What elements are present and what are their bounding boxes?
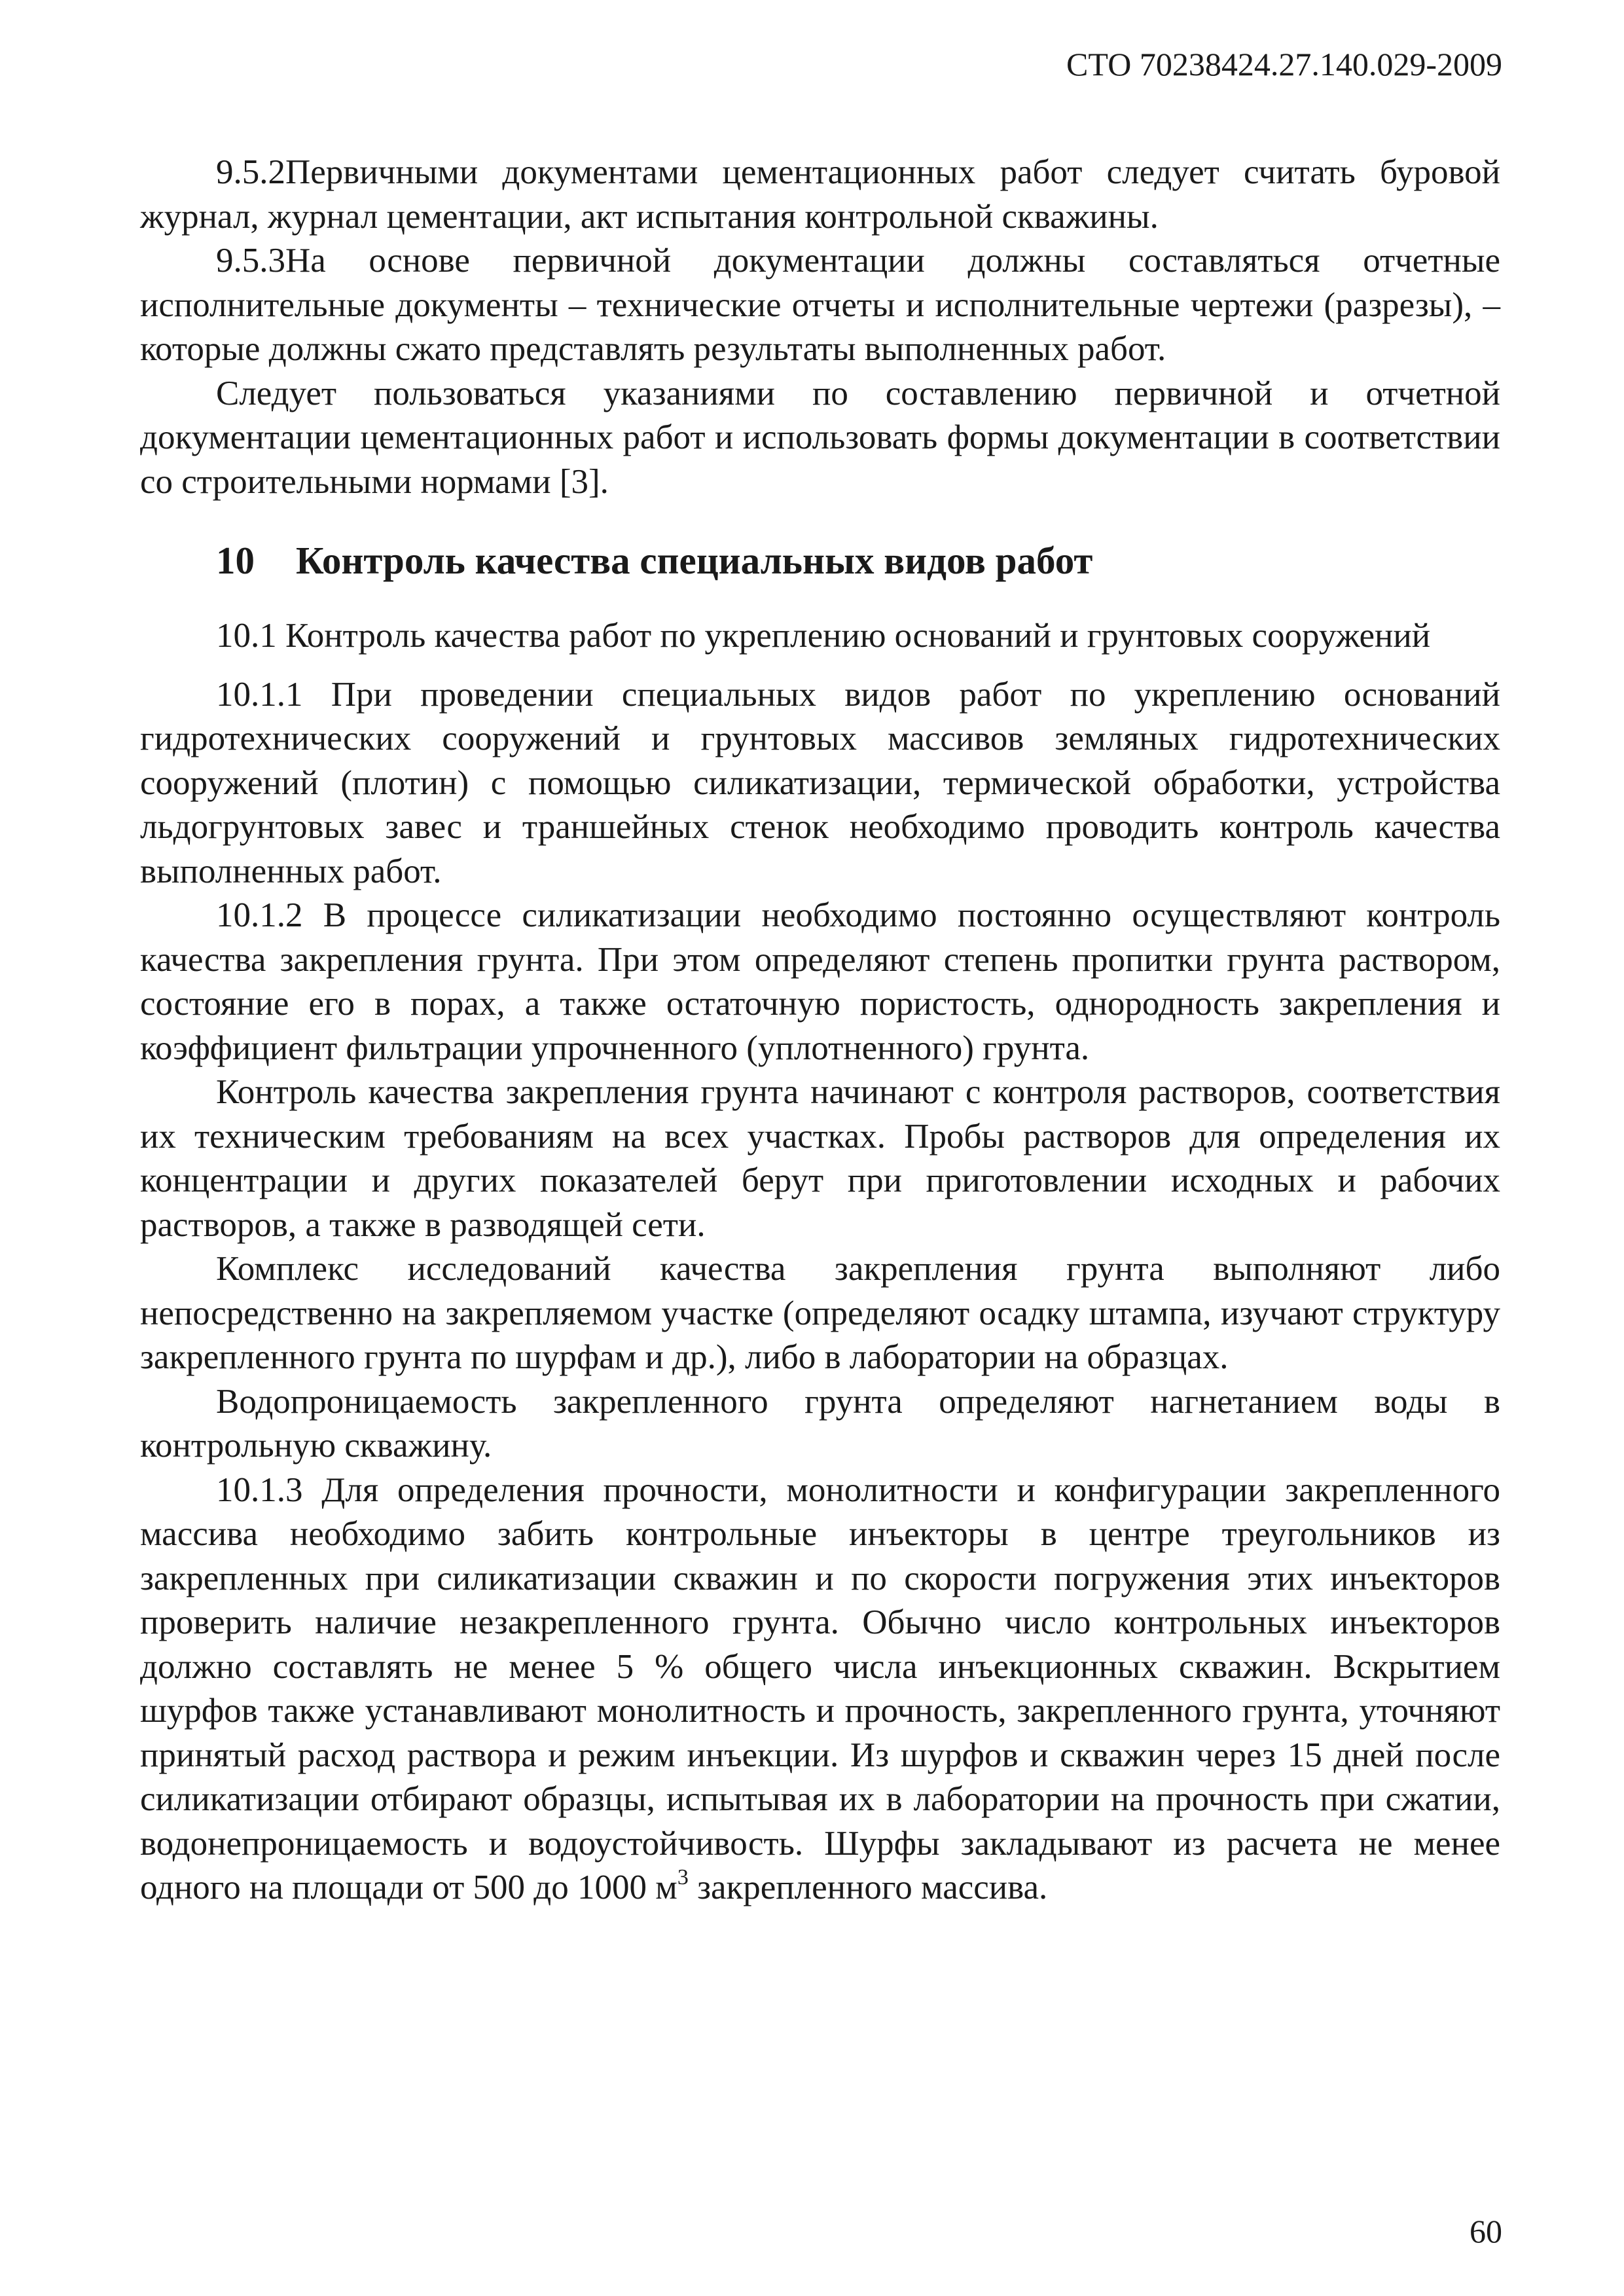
paragraph-10-1-2: 10.1.2 В процессе силикатизации необходимо постоянно осуществляют контроль качества закрепления грунта. При этом определяют степень пропитки грунта раствором, состояние его в порах, а также остаточную пористость, однородность закрепления и коэффициент фильтрации упрочненного (уплотненного) грунта. [140,896,1500,1067]
paragraph-water-permeability: Водопроницаемость закрепленного грунта определяют нагнетанием воды в контрольную скважину. [140,1382,1500,1465]
paragraph-10-1-3 [140,1468,1500,1910]
paragraph-9-5-2: 9.5.2Первичными документами цементационных работ следует считать буровой журнал, журнал цементации, акт испытания контрольной скважины. [140,153,1500,236]
paragraph-solution-control: Контроль качества закрепления грунта начинают с контроля растворов, соответствия их техническим требованиям на всех участках. Пробы растворов для определения их концентрации и других показателей берут при приготовлении исходных и рабочих растворов, а также в разводящей сети. [140,1073,1500,1244]
document-code-header: СТО 70238424.27.140.029-2009 [1066,46,1502,82]
paragraph-10-1-3-text: 10.1.3 Для определения прочности, монолитности и конфигурации закрепленного массива необходимо забить контрольные инъекторы в центре треугольников из закрепленных при силикатизации скважин и по скорости погружения этих инъекторов проверить наличие незакрепленного грунта. Обычно число контрольных инъекторов должно составлять не менее 5 % общего числа инъекционных скважин. Вскрытием шурфов также устанавливают монолитность и прочность, закрепленного грунта, уточняют принятый расход раствора и режим инъекции. Из шурфов и скважин через 15 дней после силикатизации отбирают образцы, испытывая их в лаборатории на прочность при сжатии, водонепроницаемость и водоустойчивость. Шурфы закладывают из расчета не менее одного на площади от 500 до 1000 м [140,1470,1500,1906]
cubic-superscript: 3 [677,1865,689,1889]
paragraph-10-1-1: 10.1.1 При проведении специальных видов работ по укреплению оснований гидротехнических сооружений и грунтовых массивов земляных гидротехнических сооружений (плотин) с помощью силикатизации, термической обработки, устройства льдогрунтовых завес и траншейных стенок необходимо проводить контроль качества выполненных работ. [140,675,1500,890]
section-heading [140,537,1500,584]
paragraph-documentation-forms: Следует пользоваться указаниями по составлению первичной и отчетной документации цементационных работ и использовать формы документации в соответствии со строительными нормами [3]. [140,374,1500,501]
paragraph-10-1-3-tail: закрепленного массива. [688,1868,1048,1906]
paragraph-research-complex: Комплекс исследований качества закрепления грунта выполняют либо непосредственно на закрепляемом участке (определяют осадку штампа, изучают структуру закрепленного грунта по шурфам и др.), либо в лаборатории на образцах. [140,1250,1500,1376]
subsection-heading-10-1: 10.1 Контроль качества работ по укреплению оснований и грунтовых сооружений [216,617,1431,655]
page-number: 60 [1470,2213,1502,2250]
section-title: Контроль качества специальных видов работ [296,539,1093,582]
paragraph-9-5-3: 9.5.3На основе первичной документации должны составляться отчетные исполнительные документы – технические отчеты и исполнительные чертежи (разрезы), – которые должны сжато представлять результаты выполненных работ. [140,242,1500,368]
section-number: 10 [216,539,255,582]
page-content [140,151,1500,1910]
